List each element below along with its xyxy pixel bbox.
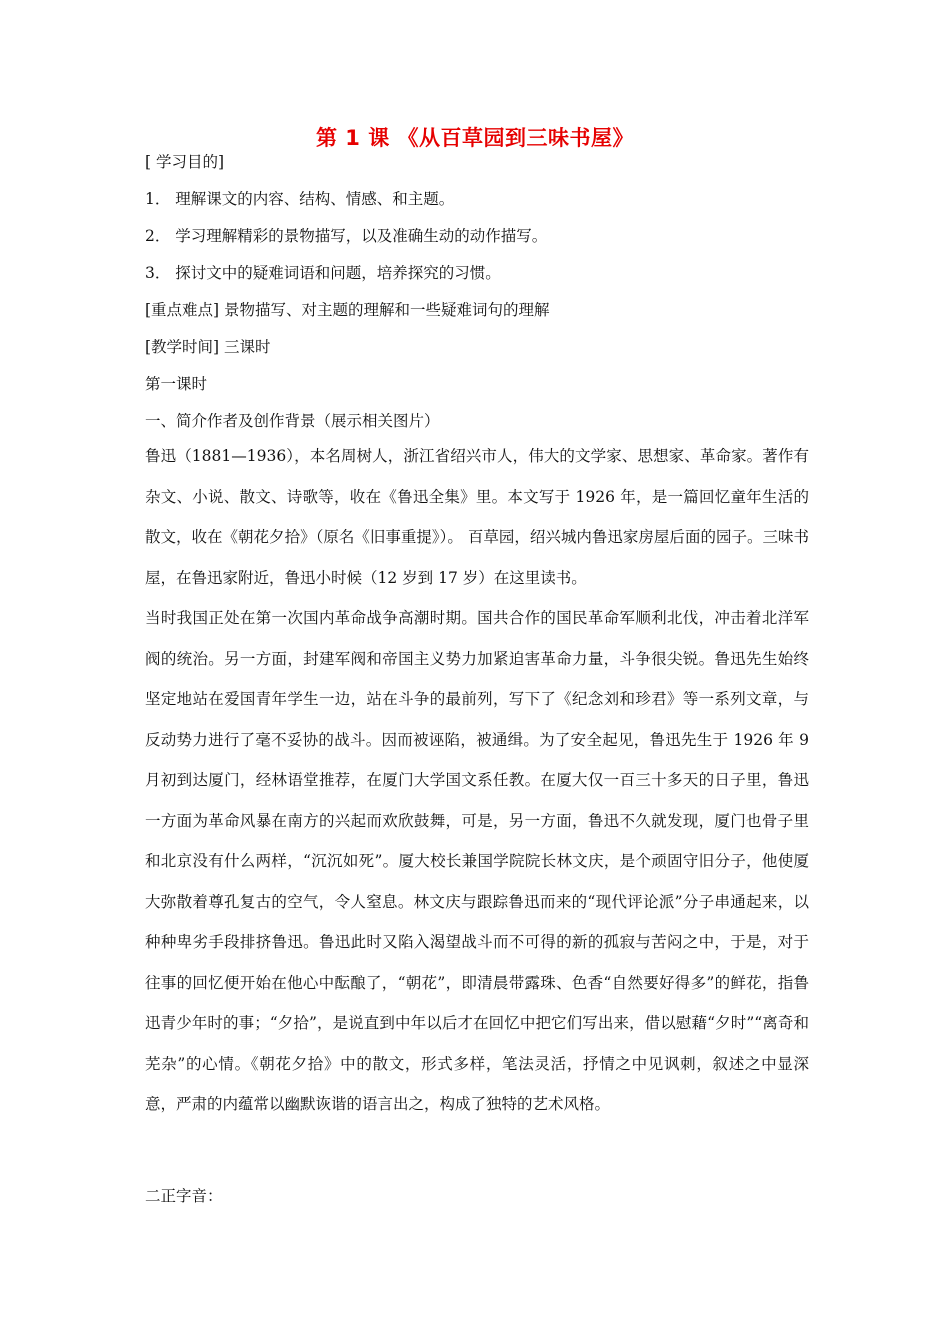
objective-item-3: 3． 探讨文中的疑难词语和问题，培养探究的习惯。: [145, 264, 501, 282]
page-title: 第 1 课 《从百草园到三味书屋》: [315, 126, 635, 150]
section-two-heading: 二正字音：: [145, 1187, 223, 1205]
objectives-header: [ 学习目的]: [145, 153, 225, 171]
lesson-one-label: 第一课时: [145, 375, 208, 393]
author-paragraph: 鲁迅（1881—1936），本名周树人，浙江省绍兴市人，伟大的文学家、思想家、革命家。著作有杂文、小说、散文、诗歌等，收在《鲁迅全集》里。本文写于 1926 年，是一篇回忆童年生活的散文，收在《朝花夕拾》（原名《旧事重提》）。 百草园，绍兴城内鲁迅家房屋后面的园子。三味书屋，在鲁迅家附近，鲁迅小时候（12 岁到 17 岁）在这里读书。: [145, 447, 809, 587]
key-points: [重点难点] 景物描写、对主题的理解和一些疑难词句的理解: [145, 301, 550, 319]
objective-item-2: 2． 学习理解精彩的景物描写，以及准确生动的动作描写。: [145, 227, 548, 245]
teaching-time: [教学时间] 三课时: [145, 338, 271, 356]
section-one-heading: 一、简介作者及创作背景（展示相关图片）: [145, 412, 440, 430]
background-paragraph: 当时我国正处在第一次国内革命战争高潮时期。国共合作的国民革命军顺利北伐，冲击着北洋军阀的统治。另一方面，封建军阀和帝国主义势力加紧迫害革命力量，斗争很尖锐。鲁迅先生始终坚定地站在爱国青年学生一边，站在斗争的最前列，写下了《纪念刘和珍君》等一系列文章，与反动势力进行了毫不妥协的战斗。因而被诬陷，被通缉。为了安全起见，鲁迅先生于 1926 年 9 月初到达厦门，经林语堂推荐，在厦门大学国文系任教。在厦大仅一百三十多天的日子里，鲁迅一方面为革命风暴在南方的兴起而欢欣鼓舞，可是，另一方面，鲁迅不久就发现，厦门也骨子里和北京没有什么两样，“沉沉如死”。厦大校长兼国学院院长林文庆，是个顽固守旧分子，他使厦大弥散着尊孔复古的空气，令人窒息。林文庆与跟踪鲁迅而来的“现代评论派”分子串通起来，以种种卑劣手段排挤鲁迅。鲁迅此时又陷入渴望战斗而不可得的新的孤寂与苦闷之中，于是，对于往事的回忆便开始在他心中酝酿了，“朝花”，即清晨带露珠、色香“自然要好得多”的鲜花，指鲁迅青少年时的事；“夕拾”，是说直到中年以后才在回忆中把它们写出来，借以慰藉“夕时”“离奇和芜杂”的心情。《朝花夕拾》中的散文，形式多样，笔法灵活，抒情之中见讽刺，叙述之中显深意，严肃的内蕴常以幽默诙谐的语言出之，构成了独特的艺术风格。: [145, 609, 809, 1113]
objective-item-1: 1． 理解课文的内容、结构、情感、和主题。: [145, 190, 455, 208]
